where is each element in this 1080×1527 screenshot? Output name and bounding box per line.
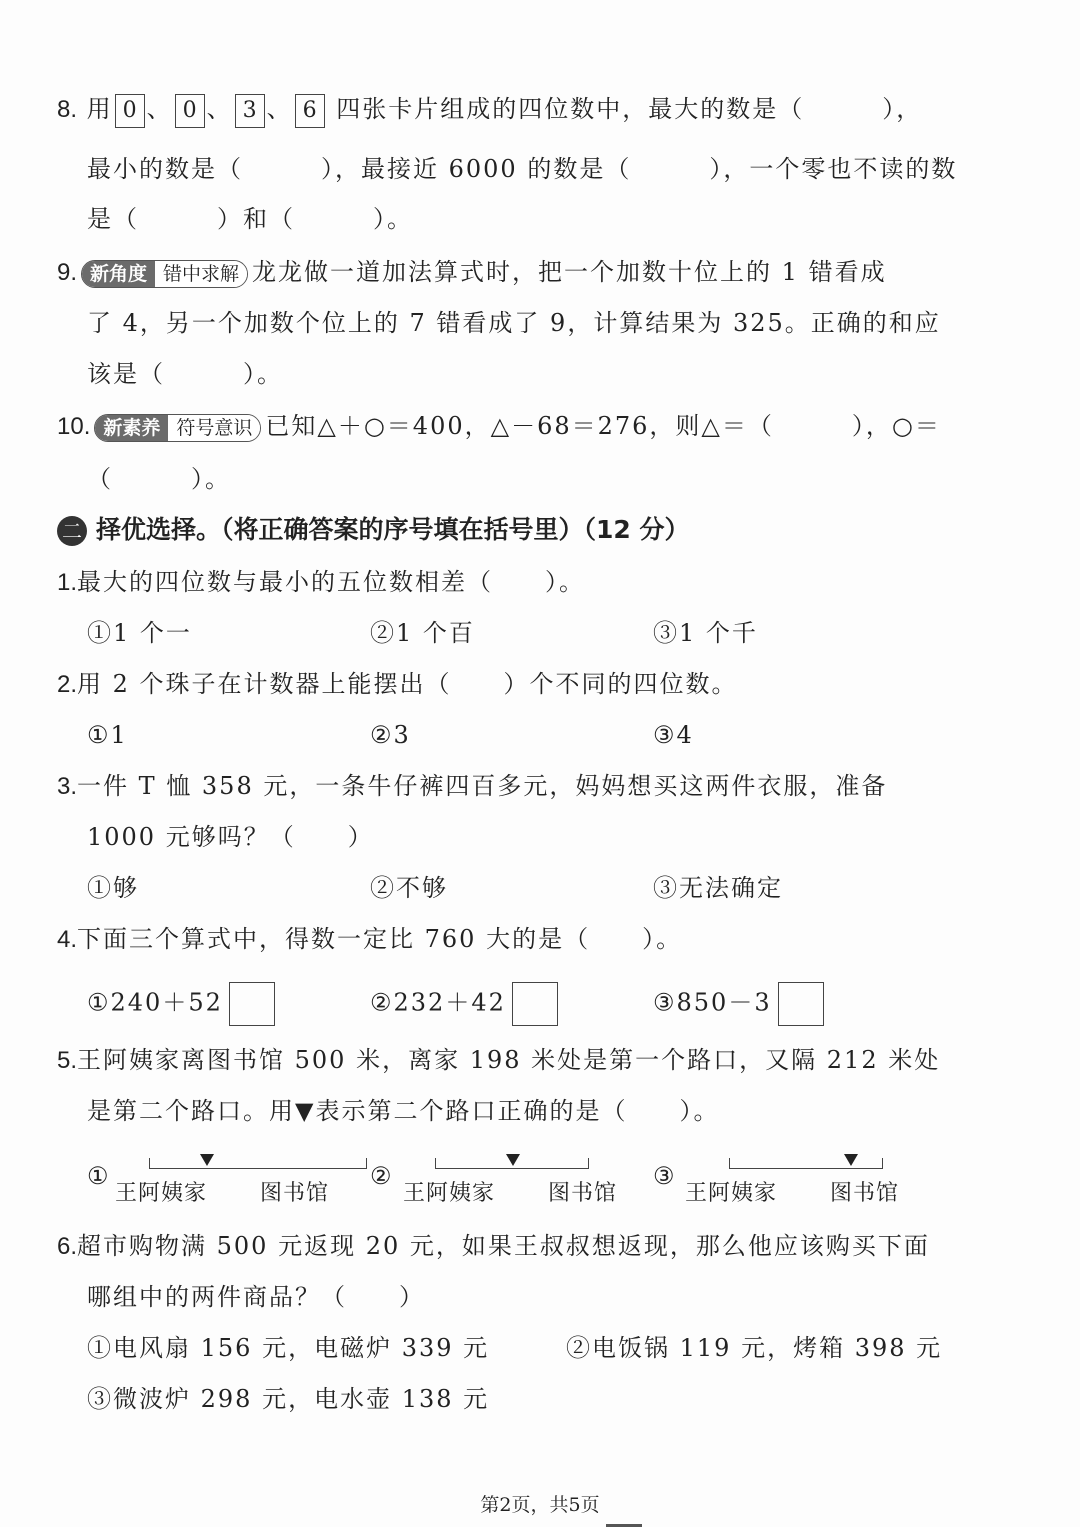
mc6-stem [57,1229,930,1264]
option-mark: ② [370,1162,393,1190]
mc5-number: 5. [57,1047,78,1074]
mc2-number: 2. [57,671,78,698]
q8-line3: 是（ ）和（ ）。 [87,205,413,233]
q9-line2: 了 4，另一个加数个位上的 7 错看成了 9，计算结果为 325。正确的和应 [87,309,941,337]
mc3-number: 3. [57,773,78,800]
mc4-option [653,982,824,1026]
digit-card: 0 [115,94,145,128]
q9-tag [81,260,248,288]
mc6-option: ①电风扇 156 元，电磁炉 339 元 [87,1334,490,1362]
route-line [149,1158,367,1169]
mc6-stem-line2: 哪组中的两件商品？（ ） [87,1283,425,1311]
question-text: 下面三个算式中，得数一定比 760 大的是（ ）。 [77,925,683,953]
question-text: 一件 T 恤 358 元，一条牛仔裤四百多元，妈妈想买这两件衣服，准备 [77,772,888,800]
q9-line3: 该是（ ）。 [87,360,283,388]
crossing-marker-icon [844,1154,858,1166]
crossing-marker-icon [506,1154,520,1166]
answer-box[interactable] [778,982,824,1026]
question-text: 用 2 个珠子在计数器上能摆出（ ）个不同的四位数。 [77,670,738,698]
question-text: 超市购物满 500 元返现 20 元，如果王叔叔想返现，那么他应该购买下面 [77,1232,930,1260]
q10-line2: （ ）。 [87,465,231,493]
digit-card: 6 [295,94,325,128]
mc4-option [370,982,558,1026]
mc4-stem [57,922,682,957]
digit-card: 0 [175,94,205,128]
q8-line2: 最小的数是（ ），最接近 6000 的数是（ ），一个零也不读的数 [87,155,958,183]
section-number-icon: 二 [57,516,87,546]
section-title: 择优选择。（将正确答案的序号填在括号里）（12 分） [96,515,690,544]
mc6-option: ②电饭锅 119 元，烤箱 398 元 [566,1334,943,1362]
question-text: 王阿姨家离图书馆 500 米，离家 198 米处是第一个路口，又隔 212 米处 [77,1046,941,1074]
mc3-option: ①够 [87,874,139,902]
route-line [729,1158,883,1169]
route-option [87,1150,347,1210]
mc1-option: ①1 个一 [87,619,192,647]
mc4-number: 4. [57,926,78,953]
mc1-option: ②1 个百 [370,619,475,647]
q10-number: 10. [57,413,91,440]
digit-card: 3 [235,94,265,128]
mc3-option: ③无法确定 [653,874,783,902]
mc5-stem [57,1043,940,1078]
mc6-number: 6. [57,1233,78,1260]
mc1-stem [57,565,585,600]
q8-line1 [57,92,922,128]
option-mark: ③ [653,1162,676,1190]
question-text: 最大的四位数与最小的五位数相差（ ）。 [77,568,586,596]
route-option [370,1150,630,1210]
separator: 、 [266,95,293,123]
tag-category: 新素养 [95,415,168,441]
q9-text: 龙龙做一道加法算式时，把一个加数十位上的 1 错看成 [252,258,887,286]
home-label: 王阿姨家 [403,1181,496,1206]
q10-line1 [57,409,941,444]
library-label: 图书馆 [260,1181,330,1206]
option-text: ③850－3 [653,988,772,1017]
option-mark: ① [87,1162,110,1190]
q10-tag [94,414,261,442]
q8-prefix: 用 [86,95,113,123]
option-text: ②232＋42 [370,988,506,1017]
mc2-option: ①1 [87,721,128,749]
route-option [653,1150,913,1210]
mc1-number: 1. [57,569,78,596]
crossing-marker-icon [200,1154,214,1166]
tag-category: 新角度 [82,261,155,287]
answer-box[interactable] [512,982,558,1026]
mc4-option [87,982,275,1026]
q9-number: 9. [57,259,78,286]
q8-number: 8. [57,96,78,123]
separator: 、 [206,95,233,123]
library-label: 图书馆 [548,1181,618,1206]
mc6-option: ③微波炉 298 元，电水壶 138 元 [87,1385,490,1413]
tag-topic: 符号意识 [168,415,260,441]
mc2-option: ②3 [370,721,411,749]
home-label: 王阿姨家 [685,1181,778,1206]
mc5-stem-line2: 是第二个路口。用▼表示第二个路口正确的是（ ）。 [87,1097,720,1125]
separator: 、 [146,95,173,123]
mc2-stem [57,667,738,702]
home-label: 王阿姨家 [115,1181,208,1206]
mc3-stem [57,769,887,804]
mc1-option: ③1 个千 [653,619,758,647]
option-text: ①240＋52 [87,988,223,1017]
q10-text: 已知△＋○＝400，△－68＝276，则△＝（ ），○＝ [265,412,941,440]
library-label: 图书馆 [830,1181,900,1206]
tag-topic: 错中求解 [155,261,247,287]
q8-text: 四张卡片组成的四位数中，最大的数是（ ）， [336,95,923,123]
q9-line1 [57,255,887,290]
mc3-option: ②不够 [370,874,448,902]
mc2-option: ③4 [653,721,694,749]
mc3-stem-line2: 1000 元够吗？（ ） [87,823,374,851]
page-number: 第2页，共5页 [480,1494,600,1516]
answer-box[interactable] [229,982,275,1026]
